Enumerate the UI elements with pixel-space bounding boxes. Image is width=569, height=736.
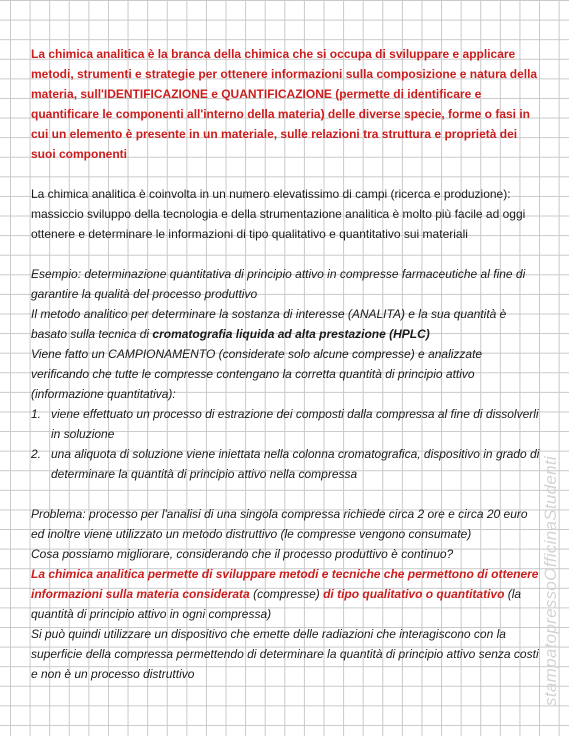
list-item xyxy=(31,404,543,444)
list-number: 2. xyxy=(31,447,42,461)
solution-highlight-type: di tipo qualitativo o quantitativo xyxy=(323,587,505,601)
example-intro: Esempio: determinazione quantitativa di principio attivo in compresse farmaceutiche al fine di garantire la qualità del processo produttivo xyxy=(31,267,526,301)
list-text: viene effettuato un processo di estrazione dei composti dalla compressa al fine di dissolverli in soluzione xyxy=(51,407,539,441)
watermark: stampatopressoOfficinaStudenti xyxy=(541,456,560,706)
context-paragraph: La chimica analitica è coinvolta in un numero elevatissimo di campi (ricerca e produzione): massiccio sviluppo della tecnologia e della strumentazione analitica è molto più facile ad oggi ottenere e determinare le informazioni di tipo qualitativo e quantitativo sui materiali xyxy=(31,187,526,241)
solution-highlight: La chimica analitica permette di sviluppare metodi e tecniche che permettono di ottenere informazioni sulla materia considerata xyxy=(31,567,539,601)
spacer xyxy=(31,244,543,264)
document-body xyxy=(31,44,543,684)
problem-statement: Problema: processo per l'analisi di una singola compressa richiede circa 2 ore e circa 20 euro ed inoltre viene utilizzato un metodo distruttivo (le compresse vengono consumate) xyxy=(31,507,528,541)
list-number: 1. xyxy=(31,407,42,421)
solution-paragraph xyxy=(31,564,543,624)
spacer xyxy=(31,164,543,184)
problem-section xyxy=(31,504,543,684)
spacer xyxy=(31,484,543,504)
solution-note: (compresse) xyxy=(249,587,324,601)
method-text: Il metodo analitico per determinare la sostanza di interesse (ANALITA) e la sua quantità è basato sulla tecnica di xyxy=(31,307,507,341)
example-section xyxy=(31,264,543,484)
intro-definition: La chimica analitica è la branca della chimica che si occupa di sviluppare e applicare metodi, strumenti e strategie per ottenere informazioni sulla composizione e natura della materia, sull'IDENTIFICAZIONE e QUANTIFICAZIONE (permette di identificare e quantificare le componenti all'interno della materia) delle diverse specie, forme o fasi in cui un elemento è presente in un materiale, sulle relazioni tra struttura e proprietà dei suoi componenti xyxy=(31,47,538,161)
method-paragraph xyxy=(31,304,543,344)
steps-list xyxy=(31,404,543,484)
device-paragraph: Si può quindi utilizzare un dispositivo che emette delle radiazioni che interagiscono con la superficie della compressa permettendo di determinare la quantità di principio attivo senza costi e non è un processo distruttivo xyxy=(31,627,539,681)
sampling-paragraph: Viene fatto un CAMPIONAMENTO (considerate solo alcune compresse) e analizzate verificando che tutte le compresse contengano la corretta quantità di principio attivo (informazione quantitativa): xyxy=(31,347,483,401)
hplc-term: cromatografia liquida ad alta prestazione (HPLC) xyxy=(152,327,430,341)
list-item xyxy=(31,444,543,484)
list-text: una aliquota di soluzione viene iniettata nella colonna cromatografica, dispositivo in grado di determinare la quantità di principio attivo nella compressa xyxy=(51,447,540,481)
problem-question: Cosa possiamo migliorare, considerando che il processo produttivo è continuo? xyxy=(31,547,454,561)
solution-detail: (la quantità di principio attivo in ogni compressa) xyxy=(31,587,522,621)
